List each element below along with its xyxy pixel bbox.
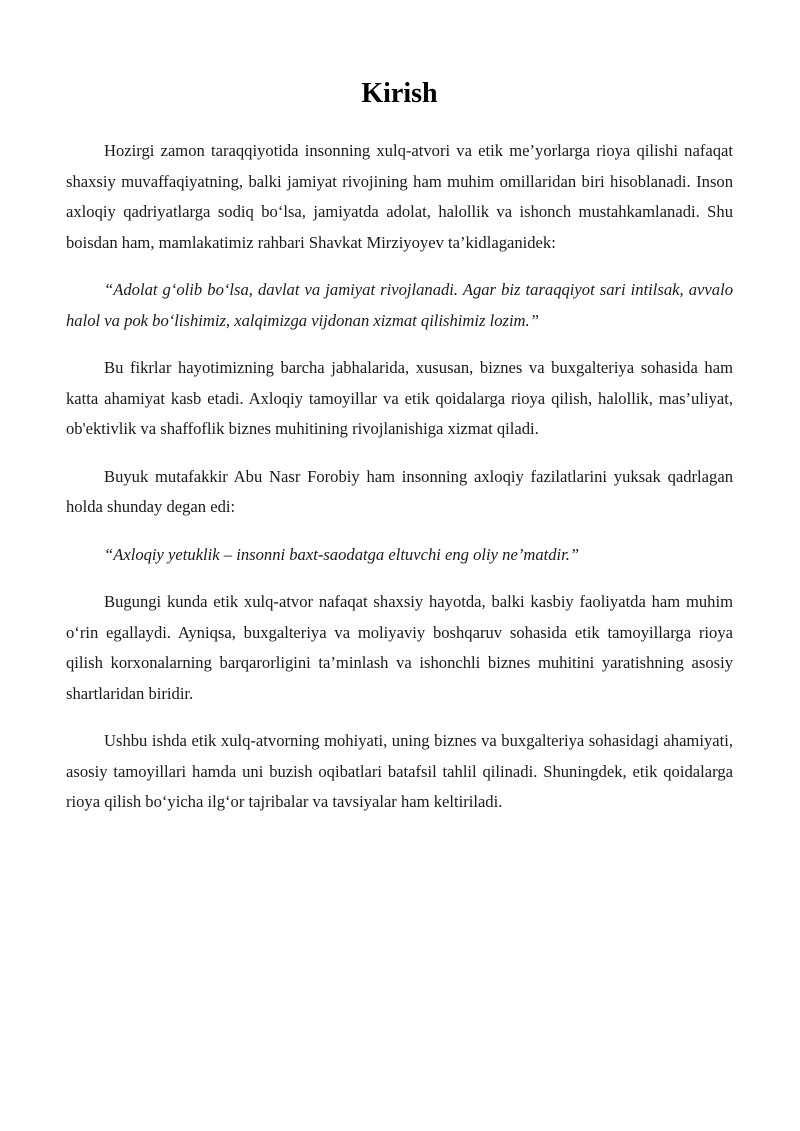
document-page	[66, 74, 733, 835]
quote-mirziyoyev: “Adolat g‘olib bo‘lsa, davlat va jamiyat rivojlanadi. Agar biz taraqqiyot sari intilsak, avvalo halol va pok bo‘lishimiz, xalqimizga vijdonan xizmat qilishimiz lozim.”	[66, 280, 733, 330]
quote-forobiy: “Axloqiy yetuklik – insonni baxt-saodatga eltuvchi eng oliy ne’matdir.”	[104, 544, 580, 564]
paragraph-forobiy: Buyuk mutafakkir Abu Nasr Forobiy ham insonning axloqiy fazilatlarini yuksak qadrlagan holda shunday degan edi:	[66, 466, 733, 516]
paragraph-accounting: Bugungi kunda etik xulq-atvor nafaqat shaxsiy hayotda, balki kasbiy faoliyatda ham muhim o‘rin egallaydi. Ayniqsa, buxgalteriya va moliyaviy boshqaruv sohasida etik tamoyillarga rioya qilish korxonalarning barqarorligini ta’minlash va ishonchli biznes muhitini yaratishning asosiy shartlaridan biridir.	[66, 592, 733, 703]
paragraph-business-ethics: Bu fikrlar hayotimizning barcha jabhalarida, xususan, biznes va buxgalteriya sohasida ham katta ahamiyat kasb etadi. Axloqiy tamoyillar va etik qoidalarga rioya qilish, halollik, mas’uliyat, ob'ektivlik va shaffoflik biznes muhitining rivojlanishiga xizmat qiladi.	[66, 358, 733, 438]
page-title: Kirish	[361, 78, 438, 109]
paragraph-intro: Hozirgi zamon taraqqiyotida insonning xulq-atvori va etik me’yorlarga rioya qilishi nafaqat shaxsiy muvaffaqiyatning, balki jamiyat rivojining ham muhim omillaridan biri hisoblanadi. Inson axloqiy qadriyatlarga sodiq bo‘lsa, jamiyatda adolat, halollik va ishonch mustahkamlanadi. Shu boisdan ham, mamlakatimiz rahbari Shavkat Mirziyoyev ta’kidlaganidek:	[66, 141, 733, 252]
paragraph-scope: Ushbu ishda etik xulq-atvorning mohiyati, uning biznes va buxgalteriya sohasidagi ahamiyati, asosiy tamoyillari hamda uni buzish oqibatlari batafsil tahlil qilinadi. Shuningdek, etik qoidalarga rioya qilish bo‘yicha ilg‘or tajribalar va tavsiyalar ham keltiriladi.	[66, 731, 733, 811]
